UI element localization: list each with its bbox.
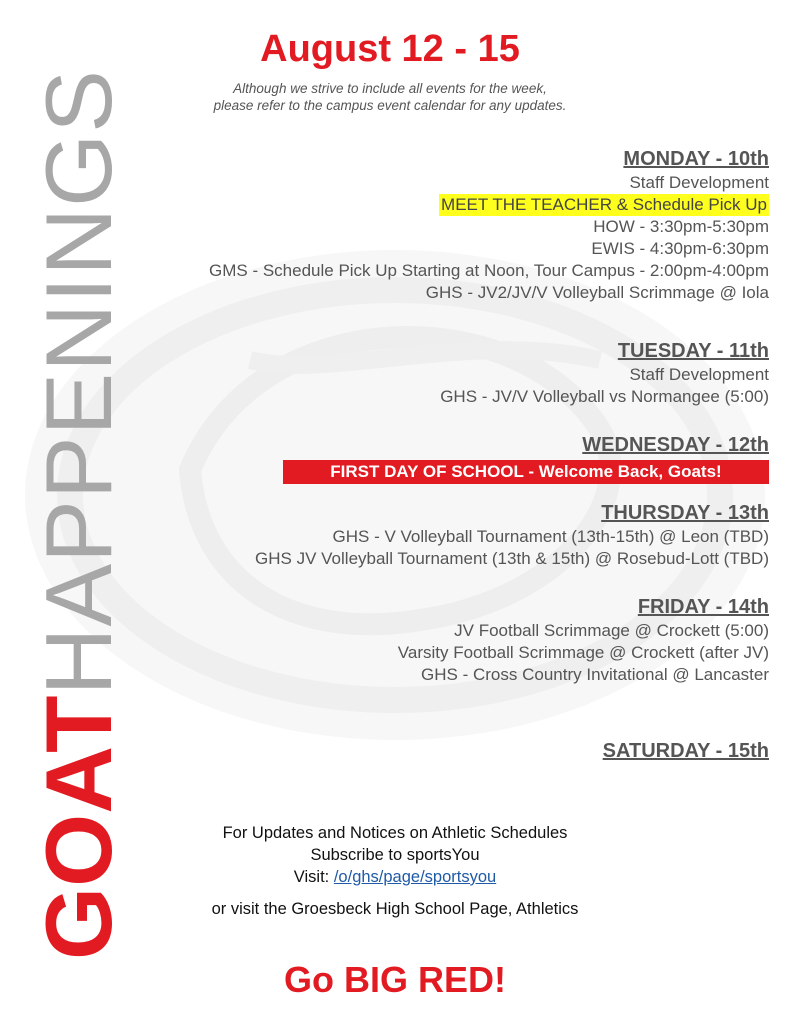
footer-info bbox=[150, 822, 640, 920]
event-item: HOW - 3:30pm-5:30pm bbox=[593, 217, 769, 236]
visit-label: Visit: bbox=[293, 868, 330, 886]
event-item: Staff Development bbox=[629, 365, 769, 384]
first-day-banner: FIRST DAY OF SCHOOL - Welcome Back, Goats! bbox=[283, 460, 769, 484]
weekly-schedule bbox=[69, 146, 769, 764]
date-range-title: August 12 - 15 bbox=[260, 28, 520, 70]
happenings-word: HAPPENINGS bbox=[26, 69, 131, 696]
event-item: GHS - JV2/JV/V Volleyball Scrimmage @ Iola bbox=[425, 283, 769, 302]
event-item: GHS - V Volleyball Tournament (13th-15th) @ Leon (TBD) bbox=[332, 527, 769, 546]
event-item: GHS - Cross Country Invitational @ Lancaster bbox=[421, 665, 769, 684]
highlighted-event: MEET THE TEACHER & Schedule Pick Up bbox=[441, 195, 767, 214]
day-heading-monday: MONDAY - 10th bbox=[623, 148, 769, 170]
day-heading-thursday: THURSDAY - 13th bbox=[601, 502, 769, 524]
event-item: GMS - Schedule Pick Up Starting at Noon, Tour Campus - 2:00pm-4:00pm bbox=[209, 261, 769, 280]
event-item: Staff Development bbox=[629, 173, 769, 192]
footer-line: or visit the Groesbeck High School Page, Athletics bbox=[211, 900, 579, 918]
footer-visit-line bbox=[150, 866, 640, 888]
day-heading-friday: FRIDAY - 14th bbox=[637, 596, 769, 618]
go-big-red-slogan: Go BIG RED! bbox=[284, 959, 506, 1000]
event-item: GHS JV Volleyball Tournament (13th & 15th) @ Rosebud-Lott (TBD) bbox=[255, 549, 769, 568]
day-heading-wednesday: WEDNESDAY - 12th bbox=[582, 434, 769, 456]
event-item: Varsity Football Scrimmage @ Crockett (after JV) bbox=[397, 643, 769, 662]
event-item: EWIS - 4:30pm-6:30pm bbox=[591, 239, 769, 258]
day-heading-tuesday: TUESDAY - 11th bbox=[617, 340, 769, 362]
event-item: GHS - JV/V Volleyball vs Normangee (5:00) bbox=[440, 387, 769, 406]
footer-line: For Updates and Notices on Athletic Schedules bbox=[222, 824, 568, 842]
disclaimer-text: Although we strive to include all events for the week, please refer to the campus event calendar for any updates. bbox=[213, 81, 567, 113]
event-item: JV Football Scrimmage @ Crockett (5:00) bbox=[454, 621, 769, 640]
footer-line: Subscribe to sportsYou bbox=[310, 846, 480, 864]
sportsyou-link[interactable]: /o/ghs/page/sportsyou bbox=[333, 868, 497, 886]
day-heading-saturday: SATURDAY - 15th bbox=[602, 740, 769, 762]
goat-word: GOAT bbox=[26, 695, 131, 960]
